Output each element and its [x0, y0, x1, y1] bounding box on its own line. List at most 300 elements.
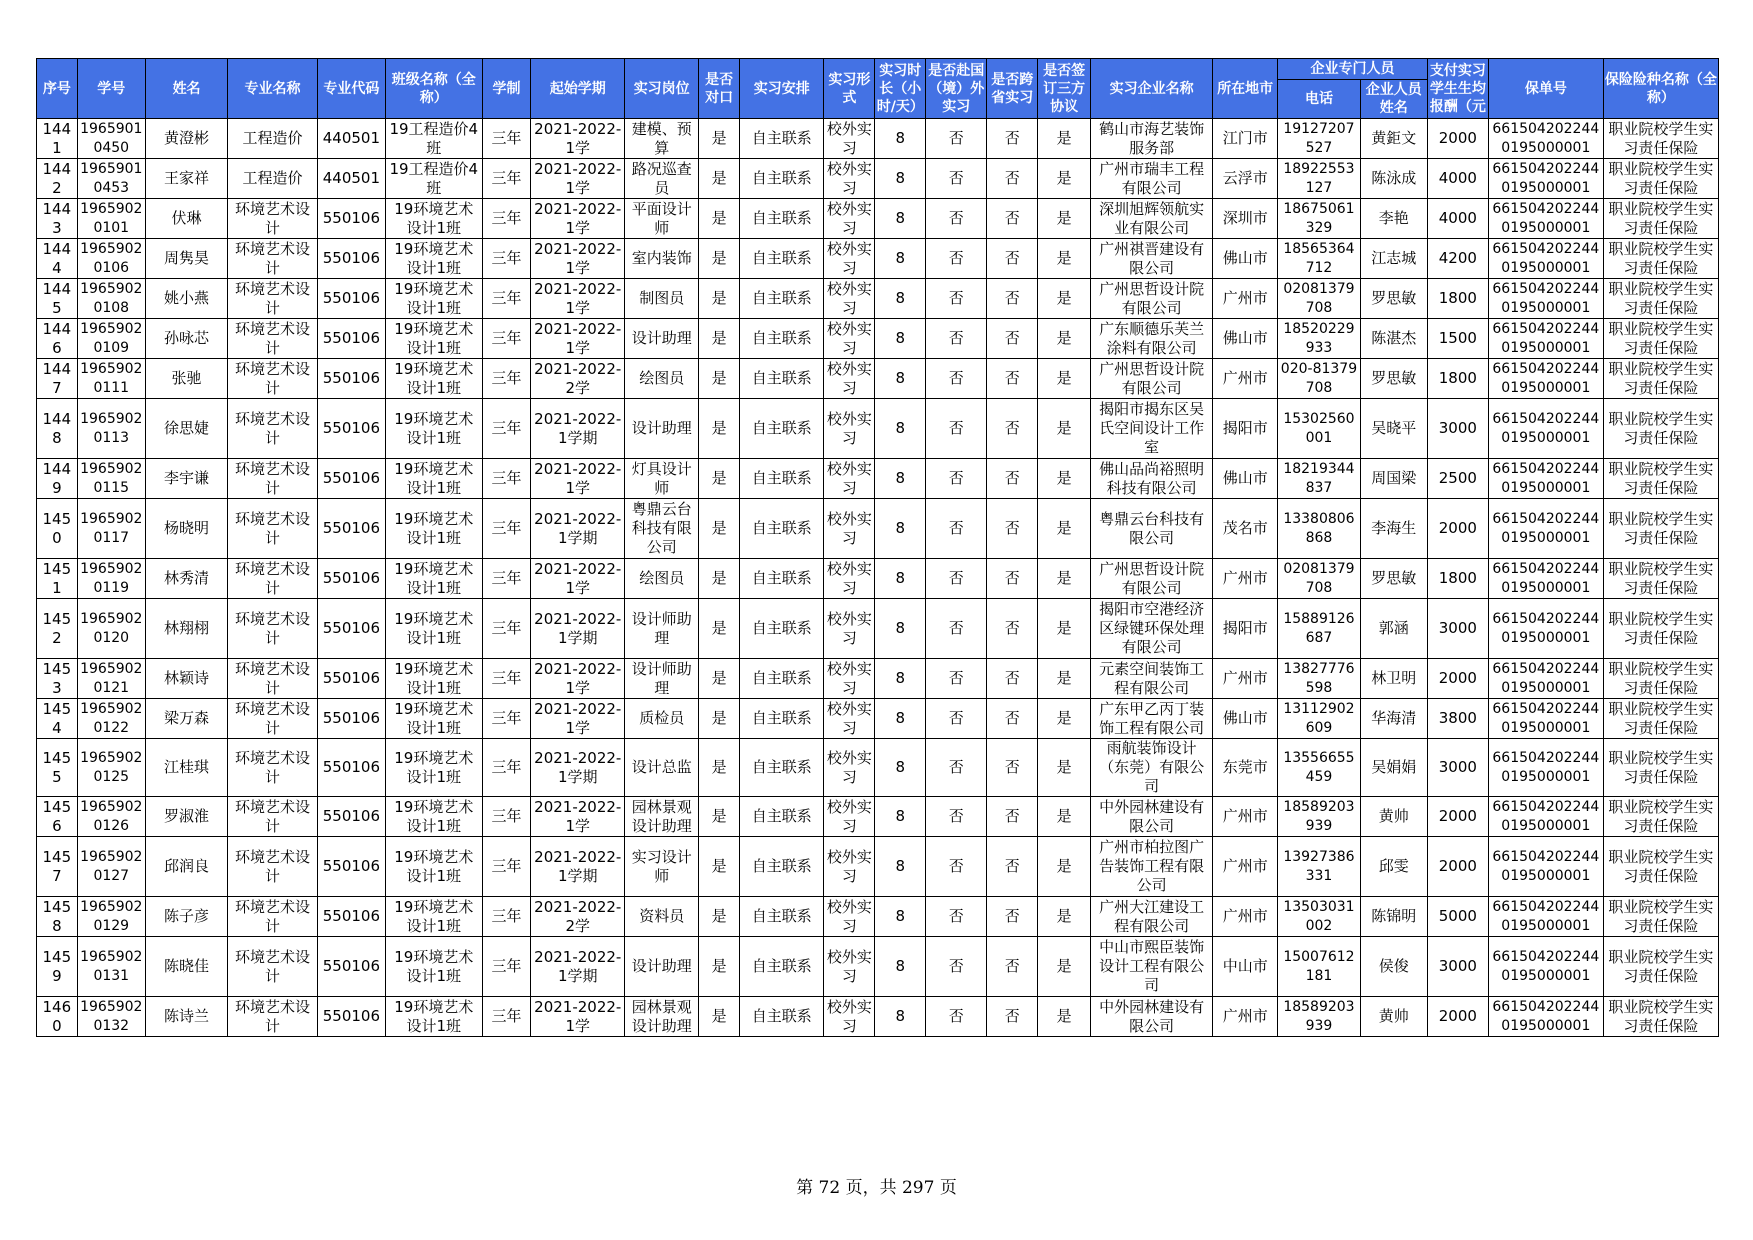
cell-cross-province: 否 [987, 659, 1038, 699]
cell-duration: 三年 [482, 239, 531, 279]
cell-cross-province: 否 [987, 599, 1038, 659]
cell-contact-name: 黄帅 [1360, 797, 1427, 837]
cell-seq: 1451 [37, 559, 78, 599]
cell-arrangement: 自主联系 [740, 199, 824, 239]
cell-phone: 18589203939 [1278, 797, 1360, 837]
table-row [37, 599, 1719, 659]
cell-contact-name: 黄鉅文 [1360, 119, 1427, 159]
cell-student-id: 19659020122 [77, 699, 145, 739]
cell-student-id: 19659020132 [77, 997, 145, 1037]
cell-pay: 2000 [1427, 837, 1488, 897]
cell-seq: 1454 [37, 699, 78, 739]
cell-abroad: 否 [926, 159, 987, 199]
cell-insurance: 职业院校学生实习责任保险 [1603, 499, 1718, 559]
cell-major: 环境艺术设计 [228, 399, 318, 459]
cell-form: 校外实习 [824, 699, 875, 739]
cell-pay: 2000 [1427, 499, 1488, 559]
table-row [37, 897, 1719, 937]
cell-class: 19环境艺术设计1班 [385, 399, 482, 459]
cell-insurance: 职业院校学生实习责任保险 [1603, 739, 1718, 797]
cell-major: 环境艺术设计 [228, 937, 318, 997]
cell-major-code: 550106 [317, 659, 385, 699]
cell-company: 广东顺德乐芙兰涂料有限公司 [1091, 319, 1213, 359]
cell-cross-province: 否 [987, 797, 1038, 837]
cell-class: 19环境艺术设计1班 [385, 997, 482, 1037]
cell-class: 19环境艺术设计1班 [385, 459, 482, 499]
cell-matched: 是 [699, 997, 740, 1037]
cell-position: 绘图员 [625, 359, 699, 399]
table-body [37, 119, 1719, 1037]
cell-start-term: 2021-2022-1学期 [531, 739, 625, 797]
cell-major-code: 550106 [317, 319, 385, 359]
cell-form: 校外实习 [824, 499, 875, 559]
cell-major-code: 550106 [317, 559, 385, 599]
cell-phone: 15007612181 [1278, 937, 1360, 997]
cell-city: 广州市 [1213, 359, 1278, 399]
cell-class: 19环境艺术设计1班 [385, 499, 482, 559]
cell-hours: 8 [875, 837, 926, 897]
cell-policy-no: 6615042022440195000001 [1488, 359, 1603, 399]
cell-arrangement: 自主联系 [740, 279, 824, 319]
cell-form: 校外实习 [824, 559, 875, 599]
cell-policy-no: 6615042022440195000001 [1488, 119, 1603, 159]
cell-phone: 13503031002 [1278, 897, 1360, 937]
table-row [37, 559, 1719, 599]
cell-major: 环境艺术设计 [228, 499, 318, 559]
cell-insurance: 职业院校学生实习责任保险 [1603, 997, 1718, 1037]
cell-duration: 三年 [482, 459, 531, 499]
header-major-code: 专业代码 [317, 59, 385, 119]
cell-major-code: 440501 [317, 159, 385, 199]
cell-phone: 13556655459 [1278, 739, 1360, 797]
cell-student-id: 19659020117 [77, 499, 145, 559]
cell-company: 广州市柏拉图广告装饰工程有限公司 [1091, 837, 1213, 897]
cell-city: 广州市 [1213, 897, 1278, 937]
table-row [37, 279, 1719, 319]
cell-contact-name: 吴娟娟 [1360, 739, 1427, 797]
cell-form: 校外实习 [824, 797, 875, 837]
cell-major: 工程造价 [228, 159, 318, 199]
cell-policy-no: 6615042022440195000001 [1488, 739, 1603, 797]
cell-tripartite: 是 [1038, 159, 1091, 199]
cell-class: 19环境艺术设计1班 [385, 797, 482, 837]
cell-pay: 2000 [1427, 997, 1488, 1037]
cell-contact-name: 邱雯 [1360, 837, 1427, 897]
cell-major-code: 550106 [317, 279, 385, 319]
cell-cross-province: 否 [987, 279, 1038, 319]
cell-matched: 是 [699, 739, 740, 797]
cell-hours: 8 [875, 159, 926, 199]
cell-name: 林颖诗 [145, 659, 227, 699]
cell-policy-no: 6615042022440195000001 [1488, 937, 1603, 997]
cell-matched: 是 [699, 239, 740, 279]
cell-policy-no: 6615042022440195000001 [1488, 997, 1603, 1037]
cell-hours: 8 [875, 997, 926, 1037]
cell-phone: 18565364712 [1278, 239, 1360, 279]
cell-tripartite: 是 [1038, 797, 1091, 837]
cell-major: 环境艺术设计 [228, 279, 318, 319]
cell-position: 设计助理 [625, 399, 699, 459]
cell-class: 19环境艺术设计1班 [385, 837, 482, 897]
cell-cross-province: 否 [987, 837, 1038, 897]
cell-phone: 15302560001 [1278, 399, 1360, 459]
cell-hours: 8 [875, 239, 926, 279]
cell-major-code: 550106 [317, 359, 385, 399]
cell-seq: 1442 [37, 159, 78, 199]
cell-abroad: 否 [926, 937, 987, 997]
cell-start-term: 2021-2022-1学 [531, 319, 625, 359]
cell-cross-province: 否 [987, 897, 1038, 937]
cell-abroad: 否 [926, 399, 987, 459]
header-tripartite: 是否签订三方协议 [1038, 59, 1091, 119]
cell-seq: 1457 [37, 837, 78, 897]
cell-major: 环境艺术设计 [228, 459, 318, 499]
cell-form: 校外实习 [824, 399, 875, 459]
cell-pay: 2000 [1427, 659, 1488, 699]
cell-major: 环境艺术设计 [228, 199, 318, 239]
cell-phone: 02081379708 [1278, 279, 1360, 319]
cell-matched: 是 [699, 159, 740, 199]
cell-seq: 1459 [37, 937, 78, 997]
cell-start-term: 2021-2022-1学 [531, 997, 625, 1037]
cell-start-term: 2021-2022-1学 [531, 279, 625, 319]
cell-policy-no: 6615042022440195000001 [1488, 459, 1603, 499]
cell-abroad: 否 [926, 897, 987, 937]
cell-arrangement: 自主联系 [740, 599, 824, 659]
cell-cross-province: 否 [987, 119, 1038, 159]
cell-duration: 三年 [482, 937, 531, 997]
cell-tripartite: 是 [1038, 699, 1091, 739]
header-form: 实习形式 [824, 59, 875, 119]
cell-policy-no: 6615042022440195000001 [1488, 559, 1603, 599]
cell-pay: 1500 [1427, 319, 1488, 359]
cell-seq: 1456 [37, 797, 78, 837]
cell-contact-name: 周国梁 [1360, 459, 1427, 499]
cell-hours: 8 [875, 199, 926, 239]
cell-contact-name: 江志城 [1360, 239, 1427, 279]
cell-abroad: 否 [926, 279, 987, 319]
cell-contact-name: 华海清 [1360, 699, 1427, 739]
cell-company: 元素空间装饰工程有限公司 [1091, 659, 1213, 699]
cell-arrangement: 自主联系 [740, 559, 824, 599]
cell-abroad: 否 [926, 119, 987, 159]
cell-hours: 8 [875, 319, 926, 359]
cell-position: 灯具设计师 [625, 459, 699, 499]
cell-cross-province: 否 [987, 159, 1038, 199]
cell-matched: 是 [699, 659, 740, 699]
cell-class: 19环境艺术设计1班 [385, 239, 482, 279]
cell-position: 实习设计师 [625, 837, 699, 897]
cell-tripartite: 是 [1038, 739, 1091, 797]
cell-city: 茂名市 [1213, 499, 1278, 559]
cell-matched: 是 [699, 119, 740, 159]
header-insurance: 保险险种名称（全称） [1603, 59, 1718, 119]
cell-cross-province: 否 [987, 559, 1038, 599]
cell-arrangement: 自主联系 [740, 399, 824, 459]
cell-city: 深圳市 [1213, 199, 1278, 239]
cell-seq: 1446 [37, 319, 78, 359]
cell-seq: 1441 [37, 119, 78, 159]
cell-cross-province: 否 [987, 359, 1038, 399]
cell-hours: 8 [875, 699, 926, 739]
table-row [37, 699, 1719, 739]
cell-major-code: 550106 [317, 499, 385, 559]
cell-city: 东莞市 [1213, 739, 1278, 797]
cell-policy-no: 6615042022440195000001 [1488, 399, 1603, 459]
cell-student-id: 19659020126 [77, 797, 145, 837]
cell-policy-no: 6615042022440195000001 [1488, 499, 1603, 559]
cell-cross-province: 否 [987, 499, 1038, 559]
header-policy-no: 保单号 [1488, 59, 1603, 119]
cell-arrangement: 自主联系 [740, 897, 824, 937]
cell-arrangement: 自主联系 [740, 997, 824, 1037]
cell-seq: 1444 [37, 239, 78, 279]
cell-seq: 1448 [37, 399, 78, 459]
cell-company: 广州大江建设工程有限公司 [1091, 897, 1213, 937]
header-contact-group: 企业专门人员 [1278, 59, 1428, 80]
cell-major: 环境艺术设计 [228, 699, 318, 739]
table-row [37, 239, 1719, 279]
cell-start-term: 2021-2022-1学 [531, 797, 625, 837]
cell-insurance: 职业院校学生实习责任保险 [1603, 837, 1718, 897]
cell-class: 19环境艺术设计1班 [385, 699, 482, 739]
cell-student-id: 19659020111 [77, 359, 145, 399]
cell-position: 设计总监 [625, 739, 699, 797]
cell-cross-province: 否 [987, 997, 1038, 1037]
cell-abroad: 否 [926, 359, 987, 399]
table-row [37, 459, 1719, 499]
cell-matched: 是 [699, 359, 740, 399]
cell-contact-name: 吴晓平 [1360, 399, 1427, 459]
cell-position: 资料员 [625, 897, 699, 937]
cell-contact-name: 罗思敏 [1360, 359, 1427, 399]
cell-start-term: 2021-2022-1学 [531, 119, 625, 159]
cell-insurance: 职业院校学生实习责任保险 [1603, 119, 1718, 159]
cell-major: 环境艺术设计 [228, 797, 318, 837]
cell-company: 广州思哲设计院有限公司 [1091, 359, 1213, 399]
cell-company: 中山市熙臣装饰设计工程有限公司 [1091, 937, 1213, 997]
cell-class: 19环境艺术设计1班 [385, 199, 482, 239]
table-row [37, 319, 1719, 359]
cell-abroad: 否 [926, 319, 987, 359]
cell-pay: 5000 [1427, 897, 1488, 937]
cell-start-term: 2021-2022-2学 [531, 359, 625, 399]
cell-contact-name: 陈锦明 [1360, 897, 1427, 937]
header-cross-province: 是否跨省实习 [987, 59, 1038, 119]
cell-name: 陈晓佳 [145, 937, 227, 997]
cell-start-term: 2021-2022-2学 [531, 897, 625, 937]
cell-company: 广州思哲设计院有限公司 [1091, 279, 1213, 319]
cell-duration: 三年 [482, 837, 531, 897]
cell-student-id: 19659020120 [77, 599, 145, 659]
table-row [37, 399, 1719, 459]
header-city: 所在地市 [1213, 59, 1278, 119]
cell-cross-province: 否 [987, 199, 1038, 239]
cell-form: 校外实习 [824, 199, 875, 239]
cell-cross-province: 否 [987, 399, 1038, 459]
cell-cross-province: 否 [987, 319, 1038, 359]
cell-pay: 1800 [1427, 359, 1488, 399]
cell-company: 广州祺晋建设有限公司 [1091, 239, 1213, 279]
header-contact-name: 企业人员姓名 [1360, 80, 1427, 119]
cell-tripartite: 是 [1038, 279, 1091, 319]
cell-name: 陈子彦 [145, 897, 227, 937]
cell-major: 环境艺术设计 [228, 739, 318, 797]
cell-pay: 3000 [1427, 399, 1488, 459]
cell-hours: 8 [875, 399, 926, 459]
cell-phone: 18589203939 [1278, 997, 1360, 1037]
cell-seq: 1449 [37, 459, 78, 499]
cell-company: 中外园林建设有限公司 [1091, 997, 1213, 1037]
table-row [37, 797, 1719, 837]
cell-policy-no: 6615042022440195000001 [1488, 797, 1603, 837]
cell-major-code: 550106 [317, 997, 385, 1037]
cell-insurance: 职业院校学生实习责任保险 [1603, 359, 1718, 399]
cell-form: 校外实习 [824, 159, 875, 199]
header-seq: 序号 [37, 59, 78, 119]
cell-contact-name: 罗思敏 [1360, 279, 1427, 319]
cell-city: 佛山市 [1213, 239, 1278, 279]
cell-matched: 是 [699, 937, 740, 997]
cell-tripartite: 是 [1038, 119, 1091, 159]
cell-tripartite: 是 [1038, 359, 1091, 399]
cell-position: 设计师助理 [625, 599, 699, 659]
cell-phone: 02081379708 [1278, 559, 1360, 599]
cell-start-term: 2021-2022-1学期 [531, 937, 625, 997]
cell-phone: 13380806868 [1278, 499, 1360, 559]
cell-abroad: 否 [926, 459, 987, 499]
cell-start-term: 2021-2022-1学 [531, 199, 625, 239]
cell-city: 佛山市 [1213, 699, 1278, 739]
cell-phone: 19127207527 [1278, 119, 1360, 159]
cell-city: 揭阳市 [1213, 399, 1278, 459]
cell-major-code: 550106 [317, 797, 385, 837]
cell-name: 江桂琪 [145, 739, 227, 797]
cell-insurance: 职业院校学生实习责任保险 [1603, 937, 1718, 997]
cell-form: 校外实习 [824, 897, 875, 937]
cell-duration: 三年 [482, 797, 531, 837]
cell-policy-no: 6615042022440195000001 [1488, 239, 1603, 279]
cell-insurance: 职业院校学生实习责任保险 [1603, 199, 1718, 239]
cell-class: 19环境艺术设计1班 [385, 739, 482, 797]
page-footer: 第 72 页，共 297 页 [796, 1178, 957, 1198]
cell-contact-name: 李海生 [1360, 499, 1427, 559]
cell-duration: 三年 [482, 699, 531, 739]
cell-insurance: 职业院校学生实习责任保险 [1603, 897, 1718, 937]
cell-hours: 8 [875, 599, 926, 659]
header-position: 实习岗位 [625, 59, 699, 119]
table-row [37, 837, 1719, 897]
cell-insurance: 职业院校学生实习责任保险 [1603, 159, 1718, 199]
cell-start-term: 2021-2022-1学 [531, 459, 625, 499]
cell-policy-no: 6615042022440195000001 [1488, 699, 1603, 739]
cell-tripartite: 是 [1038, 199, 1091, 239]
cell-phone: 13827776598 [1278, 659, 1360, 699]
cell-pay: 4200 [1427, 239, 1488, 279]
cell-hours: 8 [875, 739, 926, 797]
cell-company: 粤鼎云台科技有限公司 [1091, 499, 1213, 559]
cell-pay: 4000 [1427, 159, 1488, 199]
cell-tripartite: 是 [1038, 897, 1091, 937]
header-start-term: 起始学期 [531, 59, 625, 119]
cell-matched: 是 [699, 319, 740, 359]
cell-policy-no: 6615042022440195000001 [1488, 159, 1603, 199]
cell-phone: 18219344837 [1278, 459, 1360, 499]
cell-contact-name: 侯俊 [1360, 937, 1427, 997]
cell-duration: 三年 [482, 359, 531, 399]
cell-student-id: 19659020119 [77, 559, 145, 599]
cell-name: 梁万森 [145, 699, 227, 739]
cell-duration: 三年 [482, 199, 531, 239]
header-phone: 电话 [1278, 80, 1360, 119]
cell-name: 姚小燕 [145, 279, 227, 319]
cell-matched: 是 [699, 199, 740, 239]
cell-class: 19环境艺术设计1班 [385, 359, 482, 399]
cell-insurance: 职业院校学生实习责任保险 [1603, 279, 1718, 319]
cell-seq: 1460 [37, 997, 78, 1037]
cell-duration: 三年 [482, 739, 531, 797]
cell-form: 校外实习 [824, 359, 875, 399]
cell-duration: 三年 [482, 659, 531, 699]
cell-city: 广州市 [1213, 279, 1278, 319]
cell-insurance: 职业院校学生实习责任保险 [1603, 797, 1718, 837]
cell-duration: 三年 [482, 499, 531, 559]
cell-matched: 是 [699, 459, 740, 499]
cell-arrangement: 自主联系 [740, 797, 824, 837]
cell-city: 中山市 [1213, 937, 1278, 997]
cell-matched: 是 [699, 559, 740, 599]
cell-class: 19环境艺术设计1班 [385, 937, 482, 997]
cell-city: 广州市 [1213, 559, 1278, 599]
cell-major: 环境艺术设计 [228, 599, 318, 659]
cell-policy-no: 6615042022440195000001 [1488, 837, 1603, 897]
cell-name: 黄澄彬 [145, 119, 227, 159]
cell-company: 揭阳市空港经济区绿键环保处理有限公司 [1091, 599, 1213, 659]
cell-tripartite: 是 [1038, 837, 1091, 897]
cell-class: 19环境艺术设计1班 [385, 279, 482, 319]
cell-insurance: 职业院校学生实习责任保险 [1603, 239, 1718, 279]
cell-form: 校外实习 [824, 997, 875, 1037]
cell-student-id: 19659020121 [77, 659, 145, 699]
cell-name: 李宇谦 [145, 459, 227, 499]
cell-form: 校外实习 [824, 279, 875, 319]
cell-major-code: 550106 [317, 699, 385, 739]
cell-form: 校外实习 [824, 937, 875, 997]
cell-pay: 2500 [1427, 459, 1488, 499]
cell-matched: 是 [699, 279, 740, 319]
cell-matched: 是 [699, 399, 740, 459]
cell-arrangement: 自主联系 [740, 119, 824, 159]
cell-position: 绘图员 [625, 559, 699, 599]
cell-seq: 1447 [37, 359, 78, 399]
cell-contact-name: 陈泳成 [1360, 159, 1427, 199]
cell-city: 云浮市 [1213, 159, 1278, 199]
header-company: 实习企业名称 [1091, 59, 1213, 119]
cell-contact-name: 黄帅 [1360, 997, 1427, 1037]
cell-position: 平面设计师 [625, 199, 699, 239]
cell-policy-no: 6615042022440195000001 [1488, 319, 1603, 359]
cell-duration: 三年 [482, 119, 531, 159]
cell-major: 环境艺术设计 [228, 239, 318, 279]
header-arrangement: 实习安排 [740, 59, 824, 119]
cell-tripartite: 是 [1038, 937, 1091, 997]
table-row [37, 997, 1719, 1037]
cell-tripartite: 是 [1038, 499, 1091, 559]
cell-abroad: 否 [926, 837, 987, 897]
cell-cross-province: 否 [987, 239, 1038, 279]
cell-phone: 18922553127 [1278, 159, 1360, 199]
cell-seq: 1458 [37, 897, 78, 937]
